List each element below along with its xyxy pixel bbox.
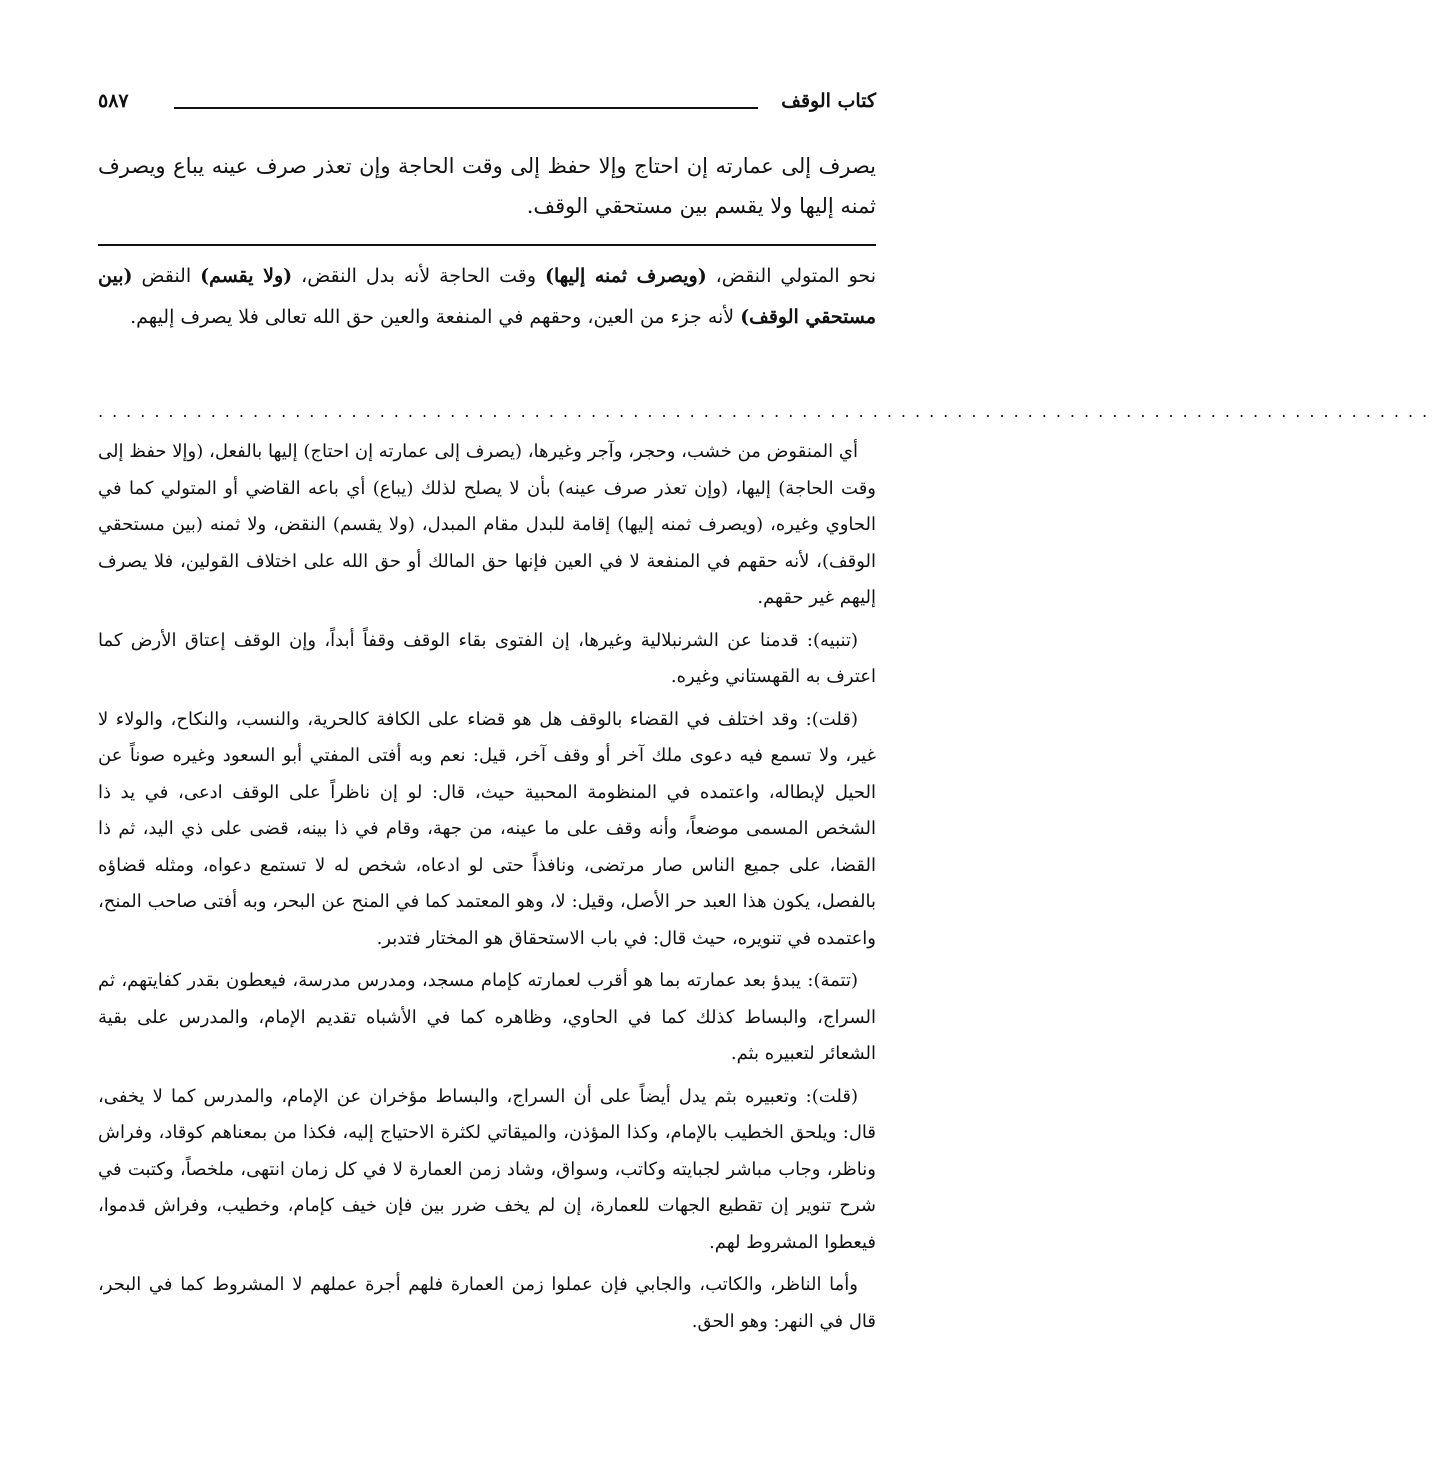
main-text-body: يصرف إلى عمارته إن احتاج وإلا حفظ إلى وقت الحاجة وإن تعذر صرف عينه يباع ويصرف ثمنه إليها ولا يقسم بين مستحقي الوقف. (98, 154, 876, 218)
page-header (98, 84, 876, 124)
commentary-paragraph-final: وأما الناظر، والكاتب، والجابي فإن عملوا زمن العمارة فلهم أجرة عملهم لا المشروط كما في البحر، قال في النهر: وهو الحق. (98, 1274, 876, 1332)
dotted-separator: ............................................................................................... (98, 402, 1436, 421)
commentary-first-segment: النقض (132, 265, 201, 287)
commentary-first-quote: (ويصرف ثمنه إليها) (545, 265, 707, 287)
chapter-title: كتاب الوقف (781, 90, 876, 112)
commentary-paragraph-qult: (قلت): وقد اختلف في القضاء بالوقف هل هو قضاء على الكافة كالحرية، والنسب، والنكاح، والولاء لا غير، ولا تسمع فيه دعوى ملك آخر أو وقف آخر، قيل: نعم وبه أفتى المفتي أبو السعود وغيره صوناً عن الحيل لإبطاله، واعتمده في المنظومة المحبية حيث، قال: لو إن ناظراً على الوقف ادعى، في يد ذا الشخص المسمى موضعاً، وأنه وقف على ما عينه، من جهة، وقام في ذا بينه، قضى على ذي اليد، ثم ذا القضا، على جميع الناس صار مرتضى، ونافذاً حتى لو ادعاه، شخص له لا تستمع دعواه، ومثله قضاؤه بالفصل، يكون هذا العبد حر الأصل، وقيل: لا، وهو المعتمد كما في المنح عن البحر، وبه أفتى صاحب المنح، واعتمده في تنويره، حيث قال: في باب الاستحقاق هو المختار فتدبر. (98, 708, 876, 949)
commentary-first-segment: وقت الحاجة لأنه بدل النقض، (292, 265, 545, 287)
commentary-first-quote: (بين مستحقي الوقف) (98, 265, 876, 328)
commentary-first-segment: نحو المتولي النقض، (706, 265, 876, 287)
commentary-paragraph-tatimma: (تتمة): يبدؤ بعد عمارته بما هو أقرب لعمارته كإمام مسجد، ومدرس مدرسة، فيعطون بقدر كفايتهم، ثم السراج، والبساط كذلك كما في الحاوي، وظاهره كما في الأشباه تقديم الإمام، والمدرس على بقية الشعائر لتعبيره بثم. (98, 970, 876, 1064)
main-text (98, 146, 876, 226)
commentary-second (98, 434, 876, 1346)
commentary-paragraph-tanbih: (تنبيه): قدمنا عن الشرنبلالية وغيرها، إن الفتوى بقاء الوقف وقفاً أبداً، وإن الوقف إعتاق الأرض كما اعترف به القهستاني وغيره. (98, 629, 876, 687)
page-number: ٥٨٧ (98, 90, 129, 112)
commentary-first-segment: لأنه جزء من العين، وحقهم في المنفعة والعين حق الله تعالى فلا يصرف إليهم. (130, 306, 741, 328)
commentary-first (98, 256, 876, 338)
header-rule (174, 107, 758, 109)
commentary-first-quote: (ولا يقسم) (200, 265, 293, 287)
main-text-divider (98, 244, 876, 246)
commentary-paragraph: أي المنقوض من خشب، وحجر، وآجر وغيرها، (يصرف إلى عمارته إن احتاج) إليها بالفعل، (وإلا حفظ إلى وقت الحاجة) إليها، (وإن تعذر صرف عينه) بأن لا يصلح لذلك (يباع) أي باعه القاضي أو المتولي كما في الحاوي وغيره، (ويصرف ثمنه إليها) إقامة للبدل مقام المبدل، (ولا يقسم) النقض، ولا ثمنه (بين مستحقي الوقف)، لأنه حقهم في المنفعة لا في العين فإنها حق المالك أو حق الله على اختلاف القولين، فلا يصرف إليهم غير حقهم. (98, 441, 876, 608)
commentary-paragraph-qult-2: (قلت): وتعبيره بثم يدل أيضاً على أن السراج، والبساط مؤخران عن الإمام، والمدرس كما لا يخفى، قال: ويلحق الخطيب بالإمام، وكذا المؤذن، والميقاتي لكثرة الاحتياج إليه، فكذا من بمعناهم كوقاد، وفراش وناظر، وجاب مباشر لجبايته وكاتب، وسواق، وشاد زمن العمارة لا في كل زمان انتهى، ملخصاً، وكتبت في شرح تنوير إن تقطيع الجهات للعمارة، إن لم يخف ضرر بين فإن خيف كإمام، وخطيب، وفراش قدموا، فيعطوا المشروط لهم. (98, 1085, 876, 1253)
